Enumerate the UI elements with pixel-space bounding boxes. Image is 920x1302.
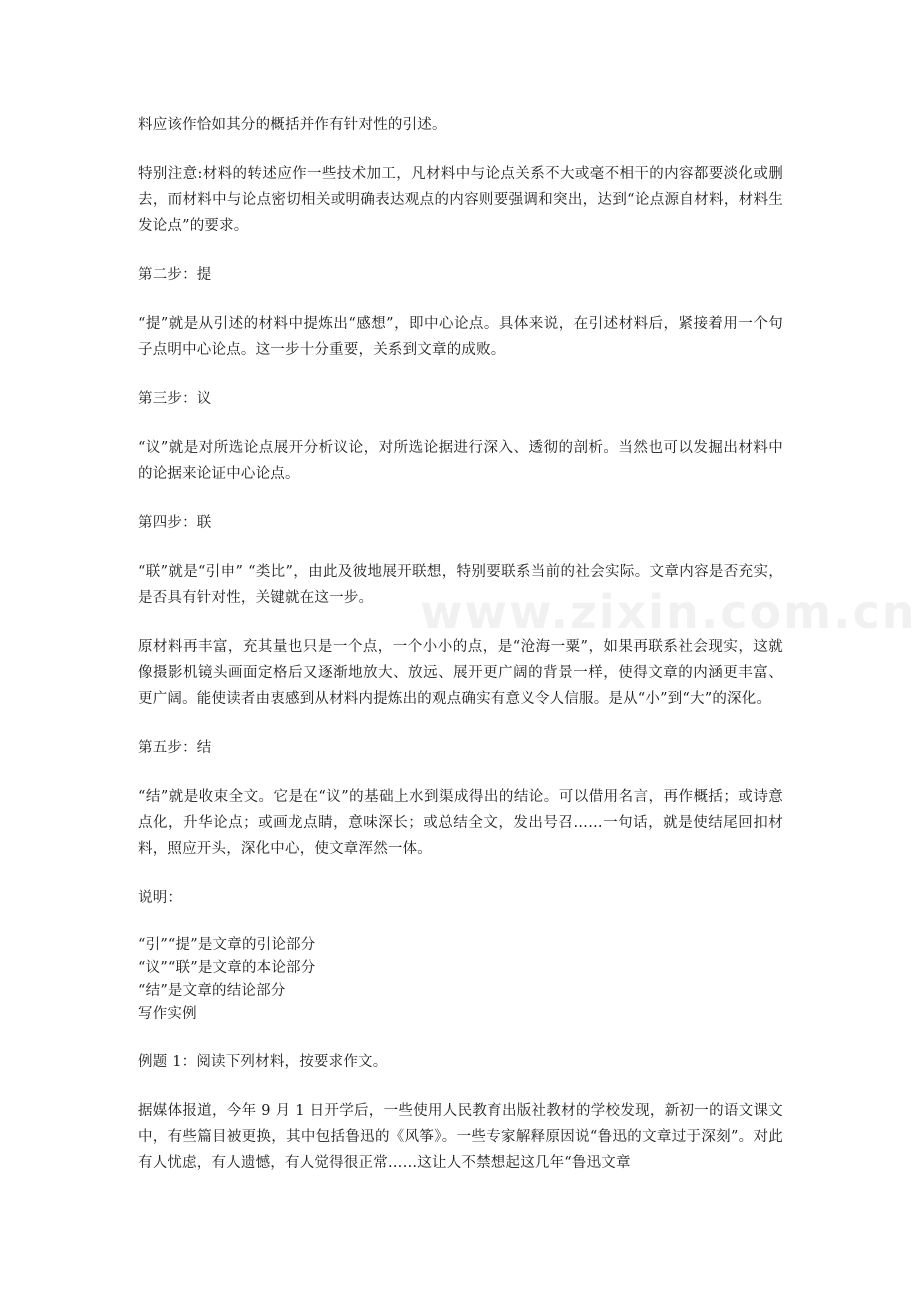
heading-step-5: 第五步：结 (138, 740, 212, 756)
heading-step-2: 第二步：提 (138, 267, 212, 283)
example-prompt: 例题 1：阅读下列材料，按要求作文。 (138, 1054, 388, 1070)
explanation-item: “结”是文章的结论部分 (138, 983, 286, 999)
watermark: www.zixin.com.cn (420, 585, 917, 639)
paragraph-step-5: “结”就是收束全文。它是在“议”的基础上水到渠成得出的结论。可以借用名言，再作概括；或诗意点化，升华论点；或画龙点睛，意味深长；或总结全文，发出号召……一句话，就是使结尾回扣材料，照应开头，深化中心，使文章浑然一体。 (138, 789, 783, 857)
paragraph-special-note: 特别注意:材料的转述应作一些技术加工，凡材料中与论点关系不大或毫不相干的内容都要淡化或删去，而材料中与论点密切相关或明确表达观点的内容则要强调和突出，达到“论点源自材料，材料生发论点”的要求。 (138, 166, 783, 234)
explanation-item: “引”“提”是文章的引论部分 (138, 937, 316, 953)
paragraph-step-4: “联”就是“引申” “类比”，由此及彼地展开联想，特别要联系当前的社会实际。文章内容是否充实，是否具有针对性，关键就在这一步。 (138, 564, 783, 606)
explanation-item: “议”“联”是文章的本论部分 (138, 960, 316, 976)
paragraph-expansion: 原材料再丰富，充其量也只是一个点，一个小小的点，是“沧海一粟”，如果再联系社会现实，这就像摄影机镜头画面定格后又逐渐地放大、放远、展开更广阔的背景一样，使得文章的内涵更丰富、更广阔。能使读者由衷感到从材料内提炼出的观点确实有意义令人信服。是从“小”到“大”的深化。 (138, 639, 783, 707)
document-page (138, 112, 783, 1176)
explanation-list (138, 934, 783, 1026)
heading-step-4: 第四步：联 (138, 515, 212, 531)
example-material: 据媒体报道，今年 9 月 1 日开学后，一些使用人民教育出版社教材的学校发现，新初一的语文课文中，有些篇目被更换，其中包括鲁迅的《风筝》。一些专家解释原因说“鲁迅的文章过于深刻”。对此有人忧虑，有人遗憾，有人觉得很正常……这让人不禁想起这几年“鲁迅文章 (138, 1103, 783, 1171)
paragraph-step-3: “议”就是对所选论点展开分析议论，对所选论据进行深入、透彻的剖析。当然也可以发掘出材料中的论据来论证中心论点。 (138, 440, 783, 482)
heading-explanation: 说明： (138, 890, 183, 906)
paragraph-intro-tail: 料应该作恰如其分的概括并作有针对性的引述。 (138, 117, 447, 133)
paragraph-step-2: “提”就是从引述的材料中提炼出“感想”，即中心论点。具体来说，在引述材料后，紧接着用一个句子点明中心论点。这一步十分重要，关系到文章的成败。 (138, 316, 783, 358)
section-title-examples: 写作实例 (138, 1006, 197, 1022)
heading-step-3: 第三步：议 (138, 391, 212, 407)
